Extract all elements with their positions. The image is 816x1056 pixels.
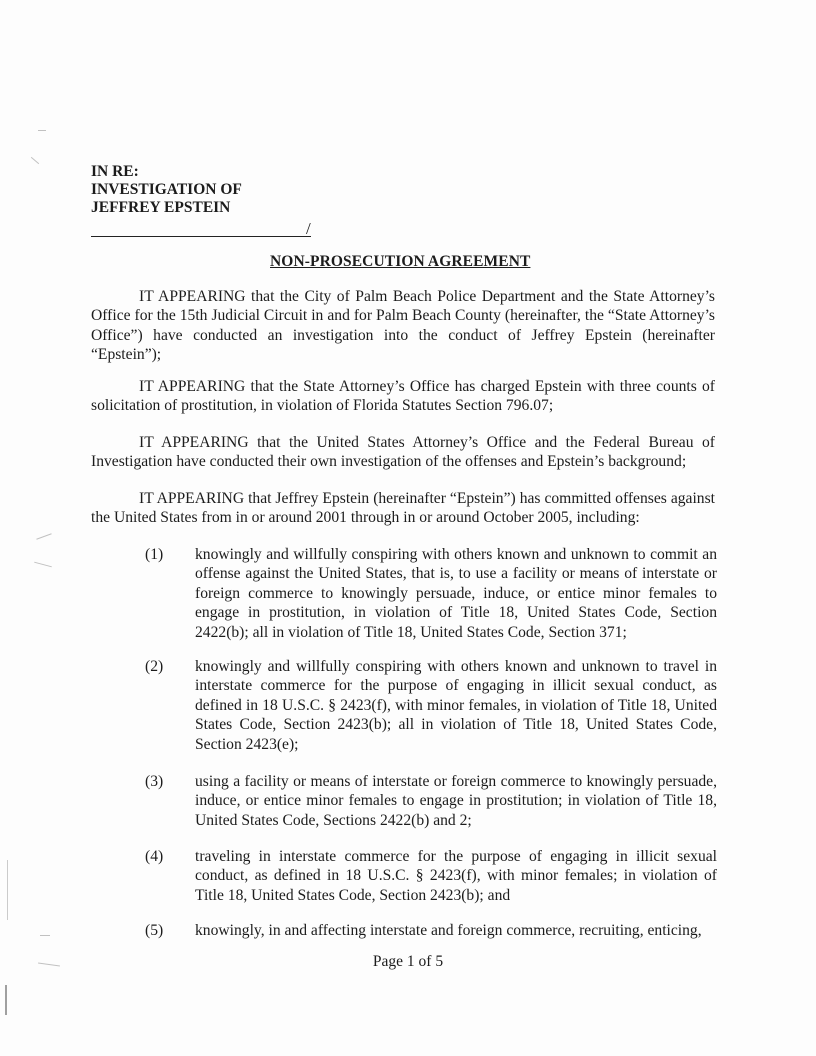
scan-artifact [31, 157, 39, 164]
list-item-number: (5) [145, 922, 164, 939]
scan-artifact [34, 562, 52, 568]
paragraph-4: IT APPEARING that Jeffrey Epstein (hereinafter “Epstein”) has committed offenses against the United States from in or around 2001 through in or around October 2005, including: [91, 490, 715, 527]
caption-subject: JEFFREY EPSTEIN [91, 199, 231, 216]
document-title: NON-PROSECUTION AGREEMENT [270, 253, 531, 270]
list-item [145, 545, 717, 642]
list-item-number: (2) [145, 658, 164, 675]
scan-artifact [40, 935, 50, 936]
scan-artifact [5, 985, 7, 1015]
scan-artifact [38, 130, 46, 131]
list-item-text: knowingly and willfully conspiring with others known and unknown to commit an offense against the United States, that is, to use a facility or means of interstate or foreign commerce to knowingly persuade, induce, or entice minor females to engage in prostitution, in violation of Title 18, United States Code, Section 2422(b); all in violation of Title 18, United States Code, Section 371; [195, 546, 717, 641]
caption-investigation: INVESTIGATION OF [91, 181, 242, 198]
paragraph-3: IT APPEARING that the United States Attorney’s Office and the Federal Bureau of Investigation have conducted their own investigation of the offenses and Epstein’s background; [91, 434, 715, 471]
list-item [145, 772, 717, 830]
list-item-text: knowingly and willfully conspiring with others known and unknown to travel in interstate commerce for the purpose of engaging in illicit sexual conduct, as defined in 18 U.S.C. § 2423(f), with minor females, in violation of Title 18, United States Code, Section 2423(b); all in violation of Title 18, United States Code, Section 2423(e); [195, 658, 717, 753]
list-item [145, 847, 717, 905]
list-item-text: knowingly, in and affecting interstate and foreign commerce, recruiting, enticing, [195, 922, 702, 939]
list-item [145, 921, 717, 940]
paragraph-2: IT APPEARING that the State Attorney’s Office has charged Epstein with three counts of solicitation of prostitution, in violation of Florida Statutes Section 796.07; [91, 378, 715, 415]
caption-in-re: IN RE: [91, 163, 139, 180]
scan-artifact [7, 860, 8, 920]
caption-signature-line [91, 236, 311, 237]
list-item-number: (3) [145, 773, 164, 790]
case-caption [91, 163, 242, 217]
list-item [145, 657, 717, 754]
page-number: Page 1 of 5 [372, 953, 444, 970]
list-item-number: (1) [145, 546, 164, 563]
list-item-number: (4) [145, 848, 164, 865]
list-item-text: traveling in interstate commerce for the purpose of engaging in illicit sexual conduct, as defined in 18 U.S.C. § 2423(f), with minor females; in violation of Title 18, United States Code, Section 2423(b); and [195, 848, 717, 904]
scan-artifact [36, 533, 51, 539]
paragraph-1: IT APPEARING that the City of Palm Beach Police Department and the State Attorney’s Office for the 15th Judicial Circuit in and for Palm Beach County (hereinafter, the “State Attorney’s Office”) have conducted an investigation into the conduct of Jeffrey Epstein (hereinafter “Epstein”); [91, 288, 715, 364]
list-item-text: using a facility or means of interstate or foreign commerce to knowingly persuade, induce, or entice minor females to engage in prostitution; in violation of Title 18, United States Code, Sections 2422(b) and 2; [195, 773, 717, 829]
caption-slash: / [306, 219, 311, 238]
